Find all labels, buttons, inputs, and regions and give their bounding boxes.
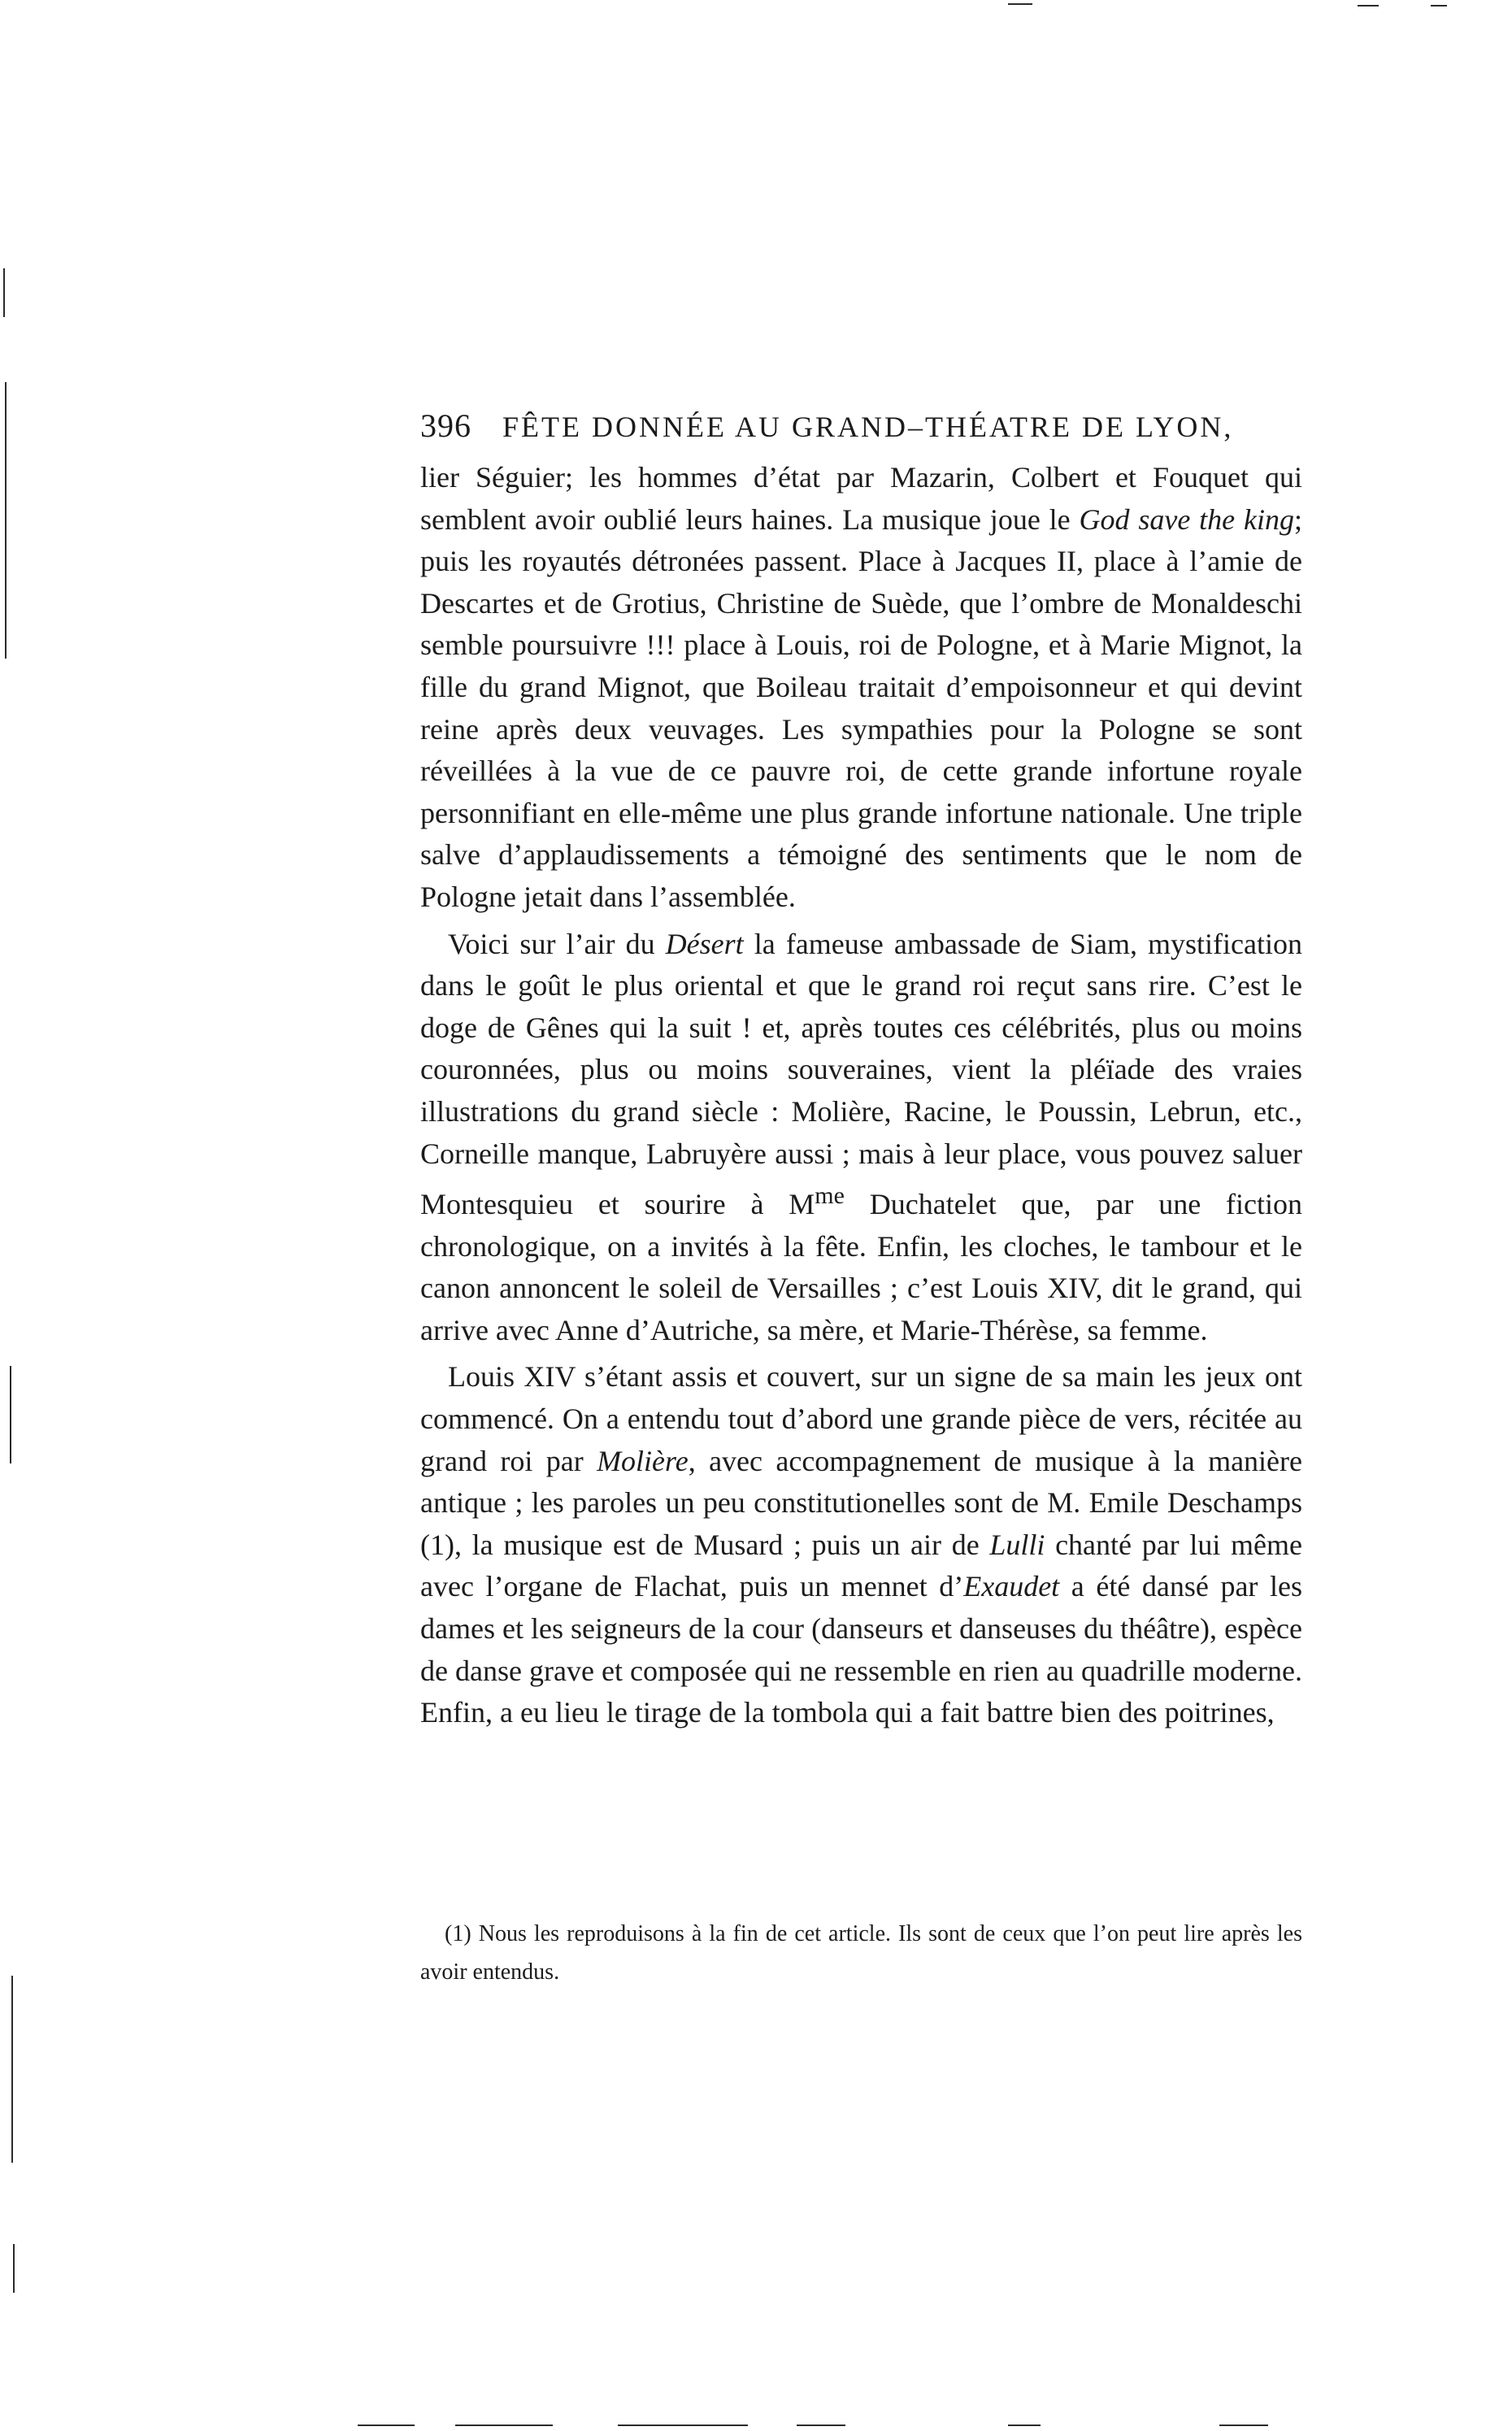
scan-edge-mark	[3, 268, 5, 317]
footnote-text: (1) Nous les reproduisons à la fin de cet article. Ils sont de ceux que l’on peut lire après les avoir entendus.	[420, 1921, 1302, 1985]
scan-edge-mark	[1358, 5, 1379, 7]
superscript: me	[815, 1182, 845, 1210]
italic-run: Exaudet	[963, 1570, 1060, 1603]
footnote	[420, 1915, 1302, 1991]
paragraph	[420, 924, 1302, 1352]
scan-edge-mark	[358, 2424, 415, 2426]
scan-edge-mark	[1008, 3, 1032, 5]
scan-edge-mark	[10, 1366, 11, 1463]
italic-run: Molière	[597, 1444, 689, 1477]
scan-edge-mark	[13, 2244, 15, 2293]
text-run: Louis XIV s’étant assis et couvert, sur un signe de sa main les jeux ont commencé. On a entendu tout d’abord une grande pièce de vers, récitée au grand roi par	[420, 1360, 1302, 1477]
text-run: chanté par lui même avec l’organe de Flachat, puis un mennet d’	[420, 1528, 1302, 1603]
italic-run: Lulli	[989, 1528, 1045, 1561]
text-run: Duchatelet que, par une fiction chronologique, on a invités à la fête. Enfin, les cloches, le tambour et le canon annoncent le soleil de Versailles ; c’est Louis XIV, dit le grand, qui arrive avec Anne d’Autriche, sa mère, et Marie-Thérèse, sa femme.	[420, 1188, 1302, 1346]
page-number: 396	[420, 407, 471, 444]
scan-edge-mark	[1008, 2424, 1041, 2426]
text-run: la fameuse ambassade de Siam, mystification dans le goût le plus oriental et que le grand roi reçut sans rire. C’est le doge de Gênes qui la suit ! et, après toutes ces célébrités, plus ou moins couronnées, plus ou moins souveraines, vient la pléïade des vraies illustrations du grand siècle : Molière, Racine, le Poussin, Lebrun, etc., Corneille manque, Labruyère aussi ; mais à leur place, vous pouvez saluer Montesquieu et sourire à M	[420, 927, 1303, 1221]
text-run: a été dansé par les dames et les seigneurs de la cour (danseurs et danseuses du théâtre), espèce de danse grave et composée qui ne ressemble en rien au quadrille moderne. Enfin, a eu lieu le tirage de la tombola qui a fait battre bien des poitrines,	[420, 1570, 1302, 1729]
scan-edge-mark	[618, 2424, 748, 2426]
scan-edge-mark	[455, 2424, 553, 2426]
scan-edge-mark	[1219, 2424, 1268, 2426]
paragraph	[420, 457, 1302, 919]
scan-edge-mark	[5, 382, 7, 659]
italic-run: God save the king	[1079, 502, 1294, 536]
italic-run: Désert	[665, 927, 744, 960]
text-run: , avec accompagnement de musique à la manière antique ; les paroles un peu constitutionelles sont de M. Emile Deschamps (1), la musique est de Musard ; puis un air de	[420, 1444, 1302, 1561]
text-run: lier Séguier; les hommes d’état par Mazarin, Colbert et Fouquet qui semblent avoir oublié leurs haines. La musique joue le	[420, 461, 1302, 536]
scan-edge-mark	[11, 1976, 13, 2163]
running-header	[420, 407, 1298, 445]
running-title: FÊTE DONNÉE AU GRAND–THÉATRE DE LYON,	[502, 411, 1234, 443]
paragraph	[420, 1356, 1302, 1733]
text-run: Voici sur l’air du	[448, 927, 666, 960]
scan-edge-mark	[1431, 5, 1447, 7]
text-run: ; puis les royautés détronées passent. Place à Jacques II, place à l’amie de Descartes et de Grotius, Christine de Suède, que l’ombre de Monaldeschi semble poursuivre !!! place à Louis, roi de Pologne, et à Marie Mignot, la fille du grand Mignot, que Boileau traitait d’empoisonneur et qui devint reine après deux veuvages. Les sympathies pour la Pologne se sont réveillées à la vue de ce pauvre roi, de cette grande infortune royale personnifiant en elle-même une plus grande infortune nationale. Une triple salve d’applaudissements a témoigné des sentiments que le nom de Pologne jetait dans l’assemblée.	[420, 502, 1302, 913]
scan-edge-mark	[797, 2424, 845, 2426]
body-text	[420, 457, 1302, 1734]
